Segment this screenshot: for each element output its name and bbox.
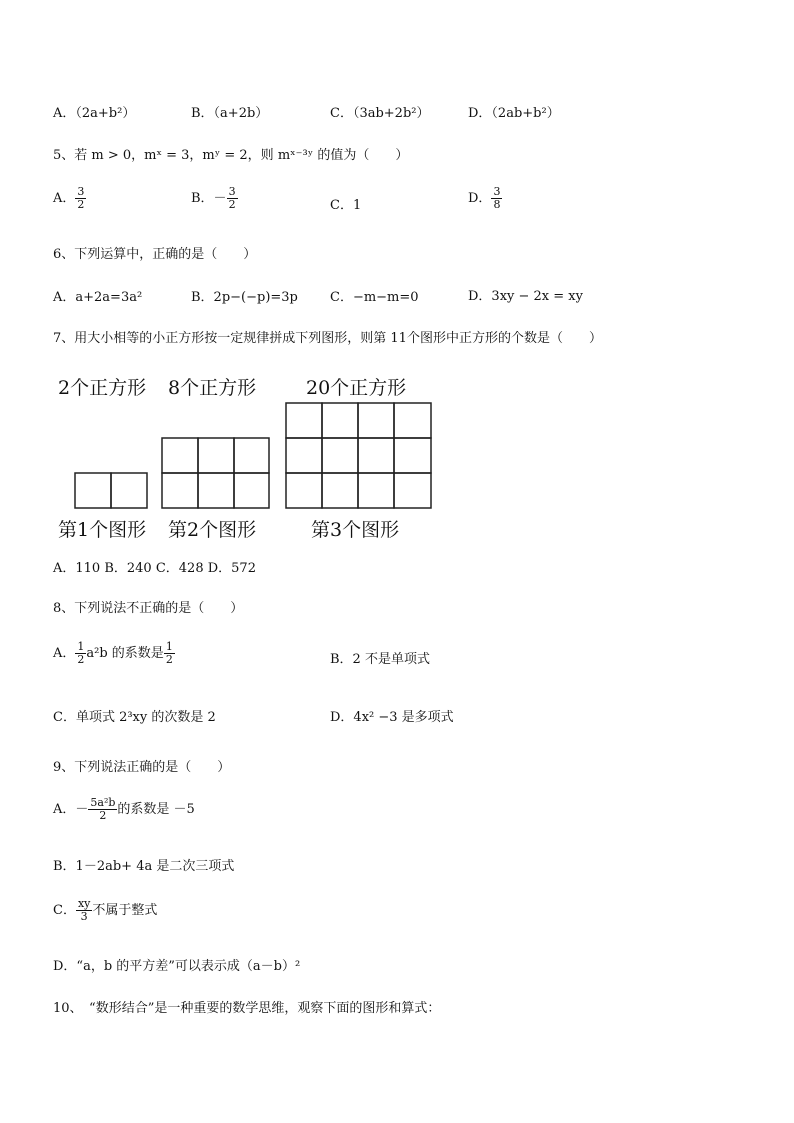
q9-option-d: D．“a，b 的平方差”可以表示成（a－b）² [53, 959, 301, 974]
fig1-square [75, 473, 111, 508]
fraction: $\frac{\text{5a²b}}{2}$ [90, 796, 116, 822]
q9-option-a: A．－ $\frac{\text{5a²b}}{2}$ 的系数是 －5 [53, 796, 195, 822]
q9-stem: 9、下列说法正确的是（ ） [53, 760, 231, 775]
q4-option-a: A．（2a+b²） [53, 106, 136, 121]
q4-option-b: B．（a+2b） [191, 106, 269, 121]
fraction: $\frac{1}{2}$ [165, 640, 173, 666]
fraction: $\frac{1}{2}$ [77, 640, 85, 666]
q8-stem: 8、下列说法不正确的是（ ） [53, 601, 244, 616]
q6-stem: 6、下列运算中，正确的是（ ） [53, 247, 257, 262]
q7-stem: 7、用大小相等的小正方形按一定规律拼成下列图形，则第 11个图形中正方形的个数是（ ） [53, 331, 602, 346]
q4-option-c: C．（3ab+2b²） [330, 106, 430, 121]
q8-option-a: A． $\frac{1}{2}$ a²b 的系数是 $\frac{1}{2}$ [53, 640, 173, 666]
fraction: $\frac{3}{2}$ [228, 185, 236, 211]
q6-option-b: B．2p−(−p)=3p [191, 290, 298, 305]
fraction: $\frac{3}{8}$ [493, 185, 501, 211]
q5-option-b: B．－ $\frac{3}{2}$ [191, 185, 236, 211]
figure-2-caption: 第2个图形 [168, 519, 257, 541]
q10-stem: 10、 “数形结合”是一种重要的数学思维，观察下面的图形和算式： [53, 1001, 441, 1016]
q5-option-a: A． $\frac{3}{2}$ [53, 185, 85, 211]
q5-stem: 5、若 m > 0，mˣ = 3，mʸ = 2，则 mˣ⁻³ʸ 的值为（ ） [53, 148, 409, 163]
q9-option-b: B．1－2ab+ 4a 是二次三项式 [53, 859, 235, 874]
q8-option-d: D．4x² −3 是多项式 [330, 710, 454, 725]
q8-option-c: C．单项式 2³xy 的次数是 2 [53, 710, 216, 725]
q7-options: A．110 B．240 C．428 D．572 [53, 561, 256, 576]
figure-3-caption: 第3个图形 [311, 519, 400, 541]
fraction: $\frac{xy}{3}$ [77, 897, 91, 923]
q8-option-b: B．2 不是单项式 [330, 652, 430, 667]
q4-option-d: D．（2ab+b²） [468, 106, 560, 121]
q6-option-d: D．3xy − 2x = xy [468, 289, 583, 304]
fraction: $\frac{3}{2}$ [77, 185, 85, 211]
figure-1-title: 2个正方形 [58, 377, 147, 399]
figure-3-title: 20个正方形 [306, 377, 407, 399]
q5-option-c: C．1 [330, 198, 362, 213]
q5-option-d: D． $\frac{3}{8}$ [468, 185, 501, 211]
figure-1-caption: 第1个图形 [58, 519, 147, 541]
figure-2-title: 8个正方形 [168, 377, 257, 399]
q6-option-a: A．a+2a=3a² [53, 290, 143, 305]
q6-option-c: C．−m−m=0 [330, 290, 419, 305]
square-pattern-figures [0, 0, 794, 560]
fig1-square [111, 473, 147, 508]
q9-option-c: C． $\frac{xy}{3}$ 不属于整式 [53, 897, 158, 923]
